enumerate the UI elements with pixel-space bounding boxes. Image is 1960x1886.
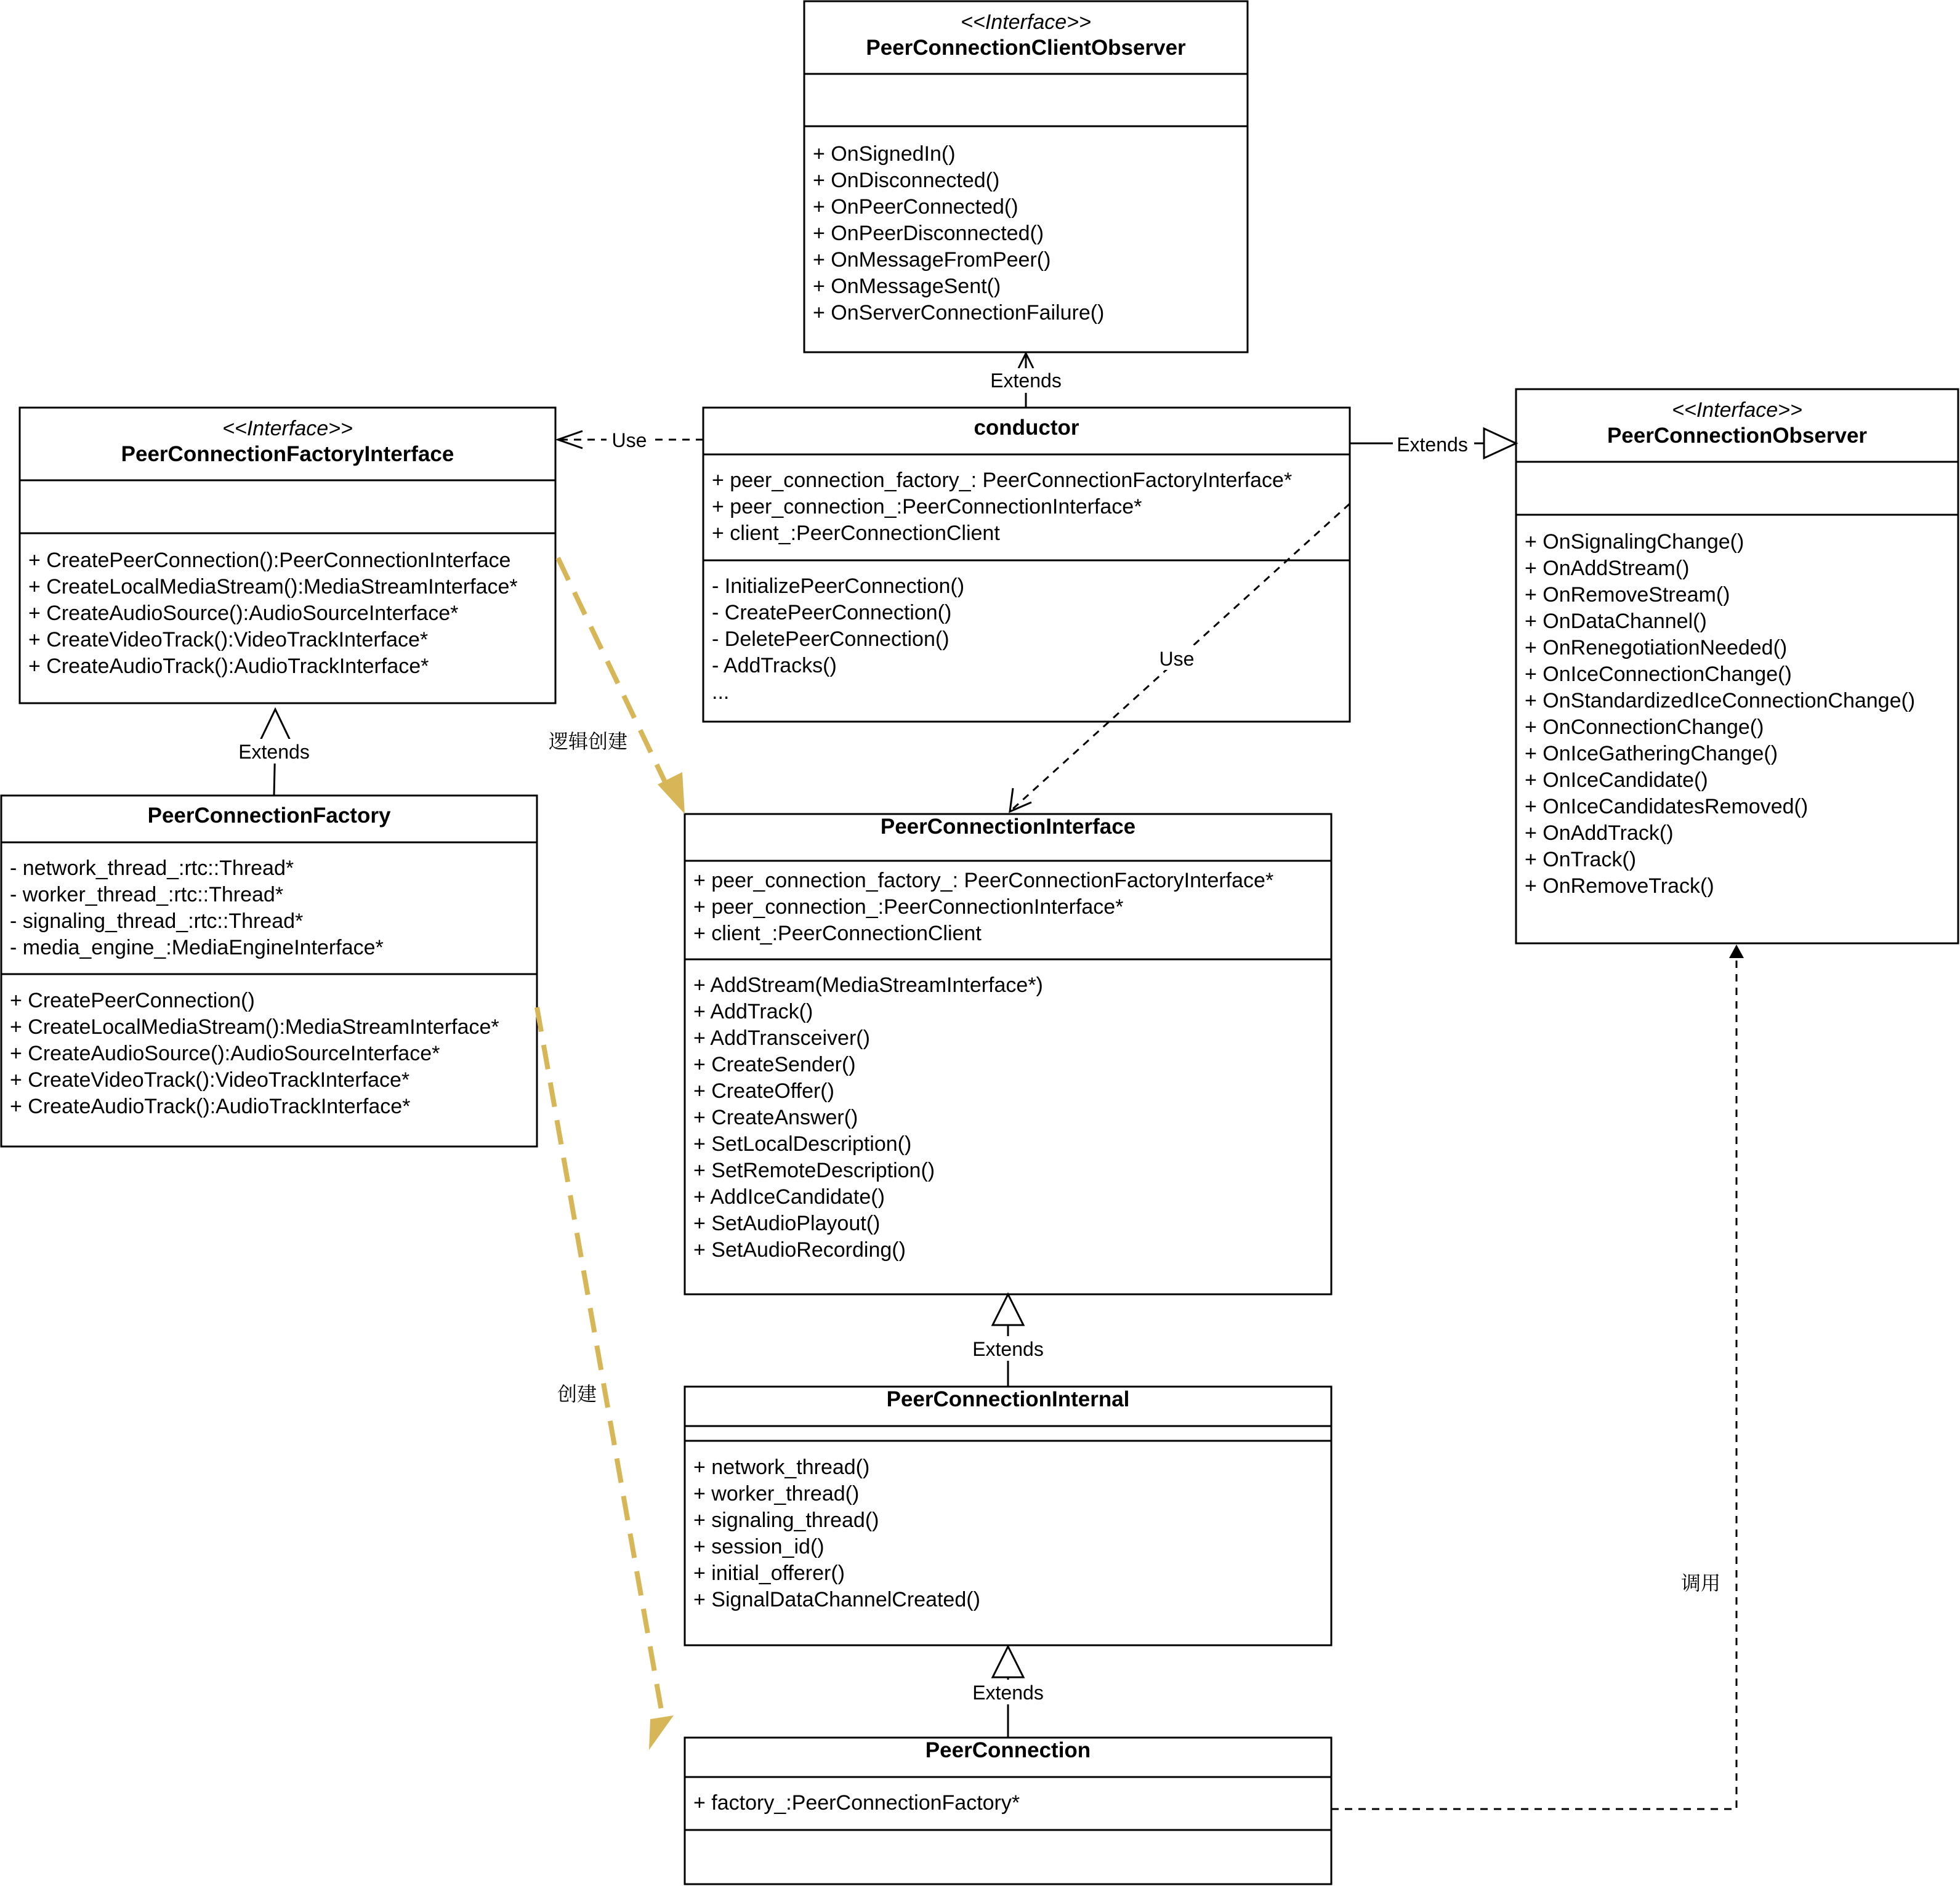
class-method: + OnMessageSent() <box>813 275 1001 298</box>
class-method: + AddIceCandidate() <box>693 1185 885 1209</box>
class-method: + SetAudioRecording() <box>693 1238 906 1262</box>
class-method: + CreateAnswer() <box>693 1106 858 1129</box>
class-method: + OnIceCandidatesRemoved() <box>1525 795 1809 818</box>
edge-label-extends: Extends <box>238 741 310 763</box>
edge-extends-internal-to-peer-connection-interface <box>967 1294 1049 1387</box>
class-method: + CreateVideoTrack():VideoTrackInterface* <box>28 628 429 651</box>
class-method: + CreateAudioTrack():AudioTrackInterface* <box>10 1095 411 1118</box>
class-method: + SetAudioPlayout() <box>693 1212 881 1235</box>
class-attribute: - worker_thread_:rtc::Thread* <box>10 883 284 906</box>
class-method: + network_thread() <box>693 1456 870 1479</box>
class-method: + CreatePeerConnection():PeerConnectionInterface <box>28 549 511 572</box>
class-stereotype: <<Interface>> <box>1672 398 1802 422</box>
class-method: + OnServerConnectionFailure() <box>813 301 1105 324</box>
class-attribute: + peer_connection_factory_: PeerConnectionFactoryInterface* <box>693 869 1274 892</box>
class-stereotype: <<Interface>> <box>222 417 353 440</box>
class-peer-connection-interface[interactable] <box>685 814 1331 1294</box>
class-method: + CreateAudioTrack():AudioTrackInterface* <box>28 655 429 678</box>
class-name: PeerConnection <box>925 1738 1091 1762</box>
class-method: + OnPeerDisconnected() <box>813 222 1044 245</box>
class-name: PeerConnectionFactoryInterface <box>121 442 454 466</box>
edge-label-extends: Extends <box>990 369 1062 392</box>
edge-extends-factory-to-factory-interface <box>234 709 315 796</box>
class-method: + session_id() <box>693 1535 825 1558</box>
edge-create <box>537 1007 674 1750</box>
class-method: + OnAddTrack() <box>1525 821 1674 845</box>
class-name: PeerConnectionClientObserver <box>866 36 1186 60</box>
class-attribute: - network_thread_:rtc::Thread* <box>10 856 294 880</box>
class-attribute: - signaling_thread_:rtc::Thread* <box>10 909 304 933</box>
class-peer-connection-factory-interface[interactable] <box>20 408 555 703</box>
class-name: PeerConnectionObserver <box>1607 424 1868 448</box>
class-conductor[interactable] <box>703 408 1350 722</box>
class-attribute: - media_engine_:MediaEngineInterface* <box>10 936 384 959</box>
class-method: + OnDataChannel() <box>1525 610 1707 633</box>
class-method: + OnDisconnected() <box>813 169 1000 192</box>
class-name: PeerConnectionInternal <box>886 1387 1130 1411</box>
edge-label-extends: Extends <box>972 1682 1044 1704</box>
class-method: + SignalDataChannelCreated() <box>693 1588 980 1611</box>
class-method: - CreatePeerConnection() <box>712 601 952 624</box>
class-method: + OnTrack() <box>1525 848 1637 871</box>
edge-use-conductor-to-factory-interface <box>558 427 703 452</box>
class-peer-connection-factory[interactable] <box>1 796 537 1147</box>
class-name: conductor <box>974 416 1079 440</box>
class-attribute: + factory_:PeerConnectionFactory* <box>693 1791 1020 1815</box>
class-stereotype: <<Interface>> <box>961 10 1091 34</box>
edge-extends-conductor-to-observer <box>1350 429 1516 458</box>
class-method: + OnSignalingChange() <box>1525 530 1744 554</box>
class-attribute: + peer_connection_factory_: PeerConnectionFactoryInterface* <box>712 469 1293 492</box>
class-attribute: + client_:PeerConnectionClient <box>712 522 1000 545</box>
edge-label-use: Use <box>611 429 647 451</box>
class-method: + SetRemoteDescription() <box>693 1159 935 1182</box>
class-method: + OnIceCandidate() <box>1525 768 1708 792</box>
edge-label-create: 创建 <box>557 1383 597 1405</box>
edge-extends-conductor-to-client-observer <box>985 353 1067 408</box>
class-method: + CreateSender() <box>693 1053 856 1076</box>
class-method: + CreateOffer() <box>693 1079 834 1103</box>
class-method: ... <box>712 680 730 704</box>
class-attribute: + peer_connection_:PeerConnectionInterface* <box>712 495 1142 518</box>
class-method: + OnMessageFromPeer() <box>813 248 1051 272</box>
class-method: + CreateAudioSource():AudioSourceInterface* <box>10 1042 440 1065</box>
class-peer-connection[interactable] <box>685 1738 1331 1884</box>
edge-label-call: 调用 <box>1680 1572 1721 1594</box>
edge-label-extends: Extends <box>1397 433 1468 456</box>
edge-label-logic-create: 逻辑创建 <box>548 730 628 752</box>
class-method: - InitializePeerConnection() <box>712 574 965 598</box>
class-method: + CreateLocalMediaStream():MediaStreamInterface* <box>28 575 518 598</box>
class-method: + OnIceGatheringChange() <box>1525 742 1778 765</box>
edge-logic-create <box>549 558 685 814</box>
class-method: + AddStream(MediaStreamInterface*) <box>693 973 1043 997</box>
class-attribute: + peer_connection_:PeerConnectionInterface* <box>693 895 1124 919</box>
class-method: + CreateAudioSource():AudioSourceInterface* <box>28 602 459 625</box>
edge-label-use: Use <box>1159 648 1195 670</box>
edge-label-extends: Extends <box>972 1338 1044 1360</box>
class-method: + AddTrack() <box>693 1000 813 1023</box>
class-method: + CreateLocalMediaStream():MediaStreamInterface* <box>10 1015 499 1039</box>
class-method: + OnIceConnectionChange() <box>1525 663 1792 686</box>
class-method: - DeletePeerConnection() <box>712 627 950 651</box>
class-method: - AddTracks() <box>712 654 837 677</box>
class-method: + OnStandardizedIceConnectionChange() <box>1525 689 1916 712</box>
class-method: + SetLocalDescription() <box>693 1132 912 1156</box>
class-method: + OnRemoveStream() <box>1525 583 1730 607</box>
class-method: + signaling_thread() <box>693 1509 879 1532</box>
class-method: + CreateVideoTrack():VideoTrackInterface* <box>10 1068 410 1092</box>
class-peer-connection-client-observer[interactable] <box>804 1 1248 352</box>
edge-extends-peer-connection-to-internal <box>967 1646 1049 1738</box>
edge-call <box>1331 945 1744 1809</box>
class-attribute: + client_:PeerConnectionClient <box>693 922 982 945</box>
class-method: + OnPeerConnected() <box>813 195 1018 219</box>
class-method: + initial_offerer() <box>693 1562 845 1585</box>
class-name: PeerConnectionInterface <box>880 815 1136 839</box>
class-peer-connection-observer[interactable] <box>1516 389 1958 943</box>
class-method: + OnAddStream() <box>1525 557 1690 580</box>
class-name: PeerConnectionFactory <box>147 804 391 828</box>
class-method: + AddTransceiver() <box>693 1026 870 1050</box>
class-method: + OnRenegotiationNeeded() <box>1525 636 1788 659</box>
class-method: + OnRemoveTrack() <box>1525 874 1714 898</box>
class-method: + CreatePeerConnection() <box>10 989 255 1012</box>
class-method: + OnSignedIn() <box>813 142 956 166</box>
class-method: + worker_thread() <box>693 1482 860 1505</box>
class-peer-connection-internal[interactable] <box>685 1387 1331 1645</box>
class-method: + OnConnectionChange() <box>1525 715 1764 739</box>
